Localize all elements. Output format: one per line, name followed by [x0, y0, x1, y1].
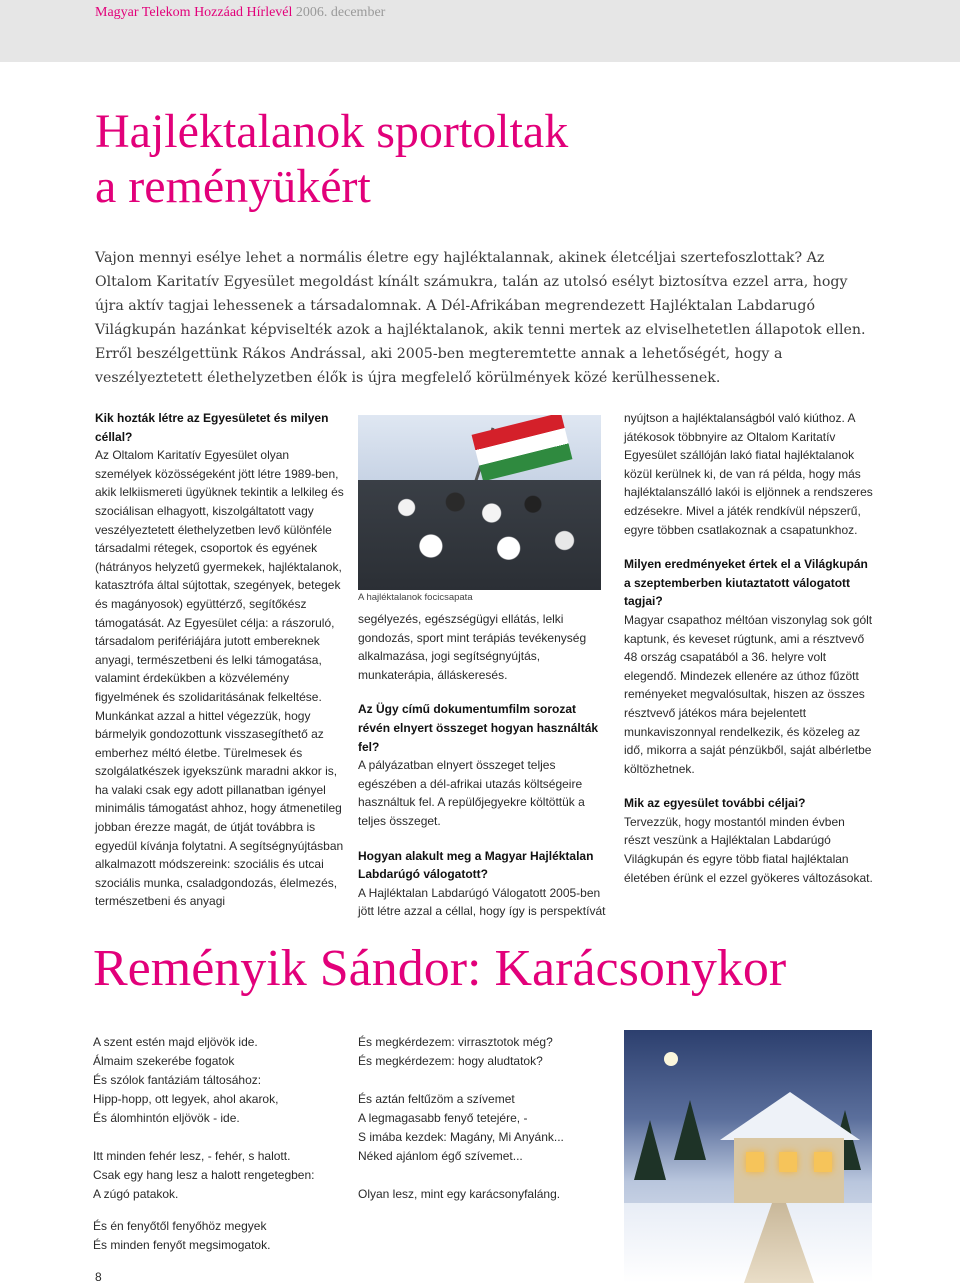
question-1: Kik hozták létre az Egyesületet és milyen céllal?	[95, 411, 329, 444]
winter-house-painting	[624, 1030, 872, 1283]
poem-line: És szólok fantáziám táltosához:	[93, 1073, 262, 1087]
question-2: Az Ügy című dokumentumfilm sorozat révén elnyert összeget hogyan használták fel?	[358, 702, 599, 754]
article-lead: Vajon mennyi esélye lehet a normális életre egy hajléktalannak, akinek életcéljai szertefoszlottak? Az Oltalom Karitatív Egyesület megoldást kínált számukra, talán az utolsó esélyt biztosítva ezzel arra, hogy újra aktív tagjai lehessenek a társadalomnak. A Dél-Afrikában megrendezett Hajléktalan Labdarugó Világkupán hazánkat képviselték azok a hajléktalanok, akik tenni mertek az elviselhetetlen állapotok ellen. Erről beszélgettünk Rákos Andrással, aki 2005-ben megteremtette annak a lehetőségét, hogy a veszélyeztetett élethelyzetben élők is újra megfelelő körülmények közé kerülhessenek.	[95, 250, 866, 386]
poem-bottom-stanza	[93, 1217, 343, 1255]
house	[734, 1138, 844, 1208]
poem-line: És megkérdezem: hogy aludtatok?	[358, 1054, 543, 1068]
poem-line: És minden fenyőt megsimogatok.	[93, 1238, 271, 1252]
article-title	[95, 104, 568, 214]
article-column-1	[95, 409, 345, 911]
article-title-line2: a reményükért	[95, 160, 371, 213]
page-number: 8	[95, 1270, 102, 1284]
poem-line: A szent estén majd eljövök ide.	[93, 1035, 258, 1049]
answer-2: A pályázatban elnyert összeget teljes egészében a dél-afrikai utazás költségeire használtuk fel. A repülőjegyekre költöttük a teljes összeget.	[358, 758, 585, 828]
question-5: Mik az egyesület további céljai?	[624, 796, 806, 811]
lit-window	[746, 1152, 764, 1172]
hungarian-flag	[472, 415, 573, 481]
publication-date: 2006. december	[292, 5, 386, 20]
answer-3: A Hajléktalan Labdarúgó Válogatott 2005-ben jött létre azzal a céllal, hogy így is perspektívát	[358, 885, 606, 919]
pine-tree	[674, 1100, 706, 1160]
poem-line: Álmaim szekerébe fogatok	[93, 1054, 235, 1068]
answer-4: Magyar csapathoz méltóan viszonylag sok gólt kaptunk, és keveset rúgtunk, ami a résztvevő 48 ország csapatából a 36. helyre volt elegendő. Mindezek ellenére az úthoz fűzött reményeket megvalósultak, hiszen az összes résztvevő játékos mára bejelentett munkaviszonnyal rendelkezik, és közeleg az idő, mikorra a saját pénzükből, saját albérletbe költözhetnek.	[624, 612, 873, 776]
question-3: Hogyan alakult meg a Magyar Hajléktalan Labdarúgó válogatott?	[358, 848, 594, 882]
answer-3-continued: nyújtson a hajléktalanságból való kiúthoz. A játékosok többnyire az Oltalom Karitatív Egyesület szállóján lakó fiatal hajléktalanok közül kerülnek ki, de van rá példa, hogy más hajléktalanszálló lakói is eljönnek a rendszeres edzésekre. Mivel a játék rendkívül népszerű, egyre többen csatlakoznak a csapatunkhoz.	[624, 411, 873, 537]
team-players	[358, 480, 601, 590]
answer-1: Az Oltalom Karitatív Egyesület olyan személyek közösségeként jött létre 1989-ben, akik lelkiismereti ügyüknek tekintik a lelkileg és szociálisan elhagyott, kiszolgáltatott vagy veszélyeztetett élethelyzetben levő különféle társadalmi rétegek, csoportok és egyének (hátrányos helyzetű gyermekek, hajléktalanok, katasztrófa által sújtottak, szegények, betegek és magányosok) együttérző, segítőkész támogatását. Az Egyesület célja: a rászoruló, társadalom perifériájára jutott embereknek anyagi, természetbeni és lelki támogatása, valamint érdekükben a közvélemény figyelmének és szolidaritásának felkeltése. Munkánkat azzal a hittel végezzük, hogy bármelyik gondozottunk visszasegíthető az emberhez méltó életbe. Türelmesek és szolgálatkészek igyekszünk maradni akkor is, ha valaki csak egy adott pillanatban igényel minimális támogatást ahhoz, hogy átmenetileg jobban érezze magát, de útját továbbra is egyedül kívánja folytatni. A segítségnyújtásban alkalmazott módszereink: szociális és utcai szociális munka, csaladgondozás, élelmezés, természetbeni és anyagi	[95, 448, 344, 909]
poem-line: Csak egy hang lesz a halott rengetegben:	[93, 1168, 315, 1182]
article-column-3	[624, 409, 874, 887]
team-photo	[358, 415, 601, 590]
poem-line: Olyan lesz, mint egy karácsonyfaláng.	[358, 1187, 561, 1201]
poem-line: Itt minden fehér lesz, - fehér, s halott.	[93, 1149, 291, 1163]
lit-window	[814, 1152, 832, 1172]
snowy-roof	[720, 1092, 860, 1140]
photo-caption: A hajléktalanok focicsapata	[358, 592, 473, 603]
poem-title: Reményik Sándor: Karácsonykor	[93, 940, 787, 997]
article-title-line1: Hajléktalanok sportoltak	[95, 105, 569, 158]
article-column-2	[358, 610, 608, 921]
header-bar	[0, 0, 960, 62]
poem-line: A legmagasabb fenyő tetejére, -	[358, 1111, 528, 1125]
poem-line: És én fenyőtől fenyőhöz megyek	[93, 1219, 267, 1233]
answer-5: Tervezzük, hogy mostantól minden évben részt veszünk a Hajléktalan Labdarúgó Világkupán és egyre több fiatal hajléktalan életében érünk el ezzel gyökeres változásokat.	[624, 814, 873, 885]
poem-line: S imába kezdek: Magány, Mi Anyánk...	[358, 1130, 564, 1144]
poem-line: És megkérdezem: virrasztotok még?	[358, 1035, 553, 1049]
poem-line: Hipp-hopp, ott legyek, ahol akarok,	[93, 1092, 279, 1106]
publication-name: Magyar Telekom Hozzáad Hírlevél	[95, 5, 293, 20]
publication-header	[95, 5, 385, 21]
poem-line: És álomhintón eljövök - ide.	[93, 1111, 240, 1125]
poem-line: És aztán feltűzöm a szívemet	[358, 1092, 515, 1106]
answer-1-continued: segélyezés, egészségügyi ellátás, lelki gondozás, sport mint terápiás tevékenység alkalmazása, jogi segítségnyújtás, munkaterápia, álláskeresés.	[358, 612, 587, 682]
snow-ground	[624, 1203, 872, 1283]
question-4: Milyen eredményeket értek el a Világkupán a szeptemberben kiutaztatott válogatott tagjai?	[624, 557, 868, 609]
poem-left-column	[93, 1033, 343, 1204]
poem-line: A zúgó patakok.	[93, 1187, 179, 1201]
poem-line: Néked ajánlom égő szívemet...	[358, 1149, 523, 1163]
pine-tree	[634, 1120, 666, 1180]
moon	[664, 1052, 678, 1066]
poem-middle-column	[358, 1033, 608, 1204]
lit-window	[779, 1152, 797, 1172]
